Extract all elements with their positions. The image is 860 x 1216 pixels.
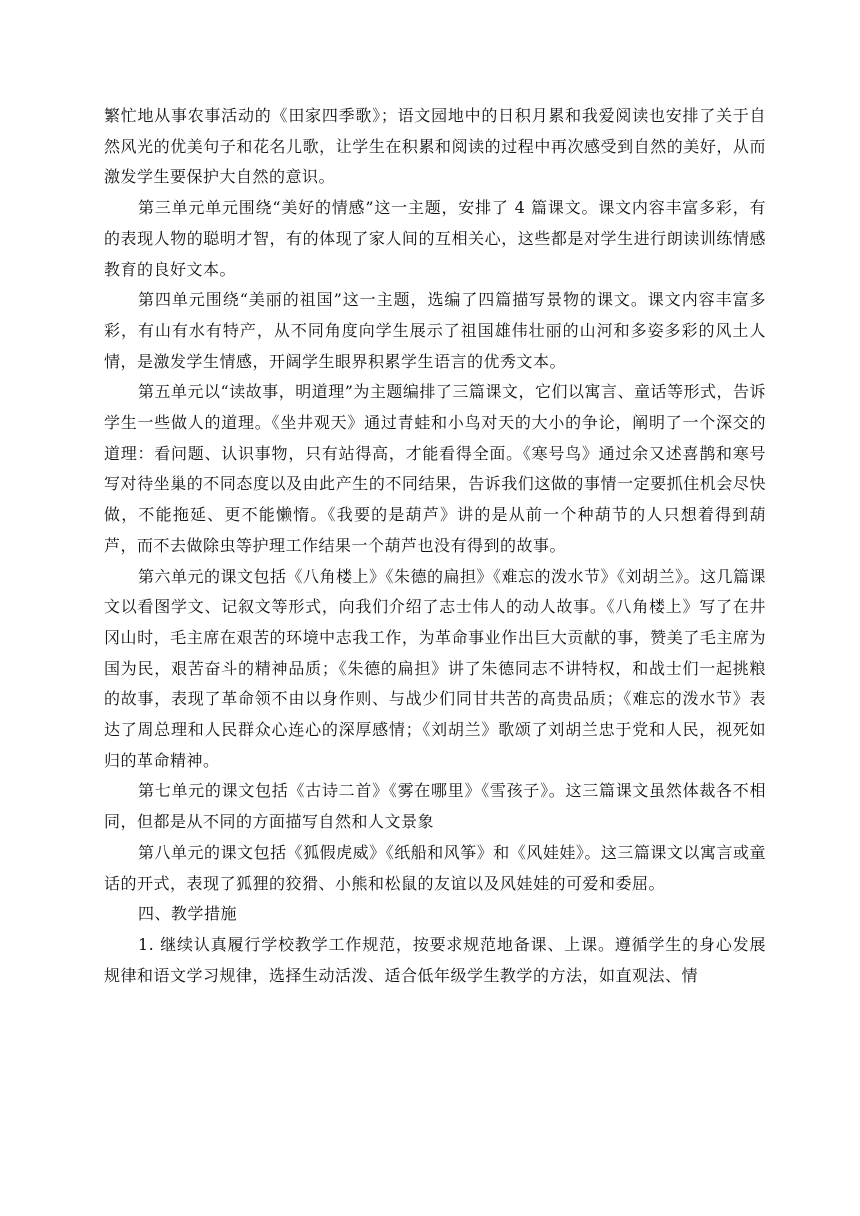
paragraph-unit7: 第七单元的课文包括《古诗二首》《雾在哪里》《雪孩子》。这三篇课文虽然体裁各不相同，但都是从不同的方面描写自然和人文景象 xyxy=(104,781,766,832)
paragraph-unit5: 第五单元以“读故事，明道理”为主题编排了三篇课文，它们以寓言、童话等形式，告诉学生一些做人的道理。《坐井观天》通过青蛙和小鸟对天的大小的争论，阐明了一个深交的道理：看问题、认识事物，只有站得高，才能看得全面。《寒号鸟》通过余又述喜鹊和寒号写对待坐巢的不同态度以及由此产生的不同结果，告诉我们这做的事情一定要抓住机会尽快做，不能拖延、更不能懒惰。《我要的是葫芦》讲的是从前一个种葫节的人只想着得到葫芦，而不去做除虫等护理工作结果一个葫芦也没有得到的故事。 xyxy=(104,382,766,555)
section-heading-teaching-measures: 四、教学措施 xyxy=(138,904,238,924)
paragraph-measure-1: 1. 继续认真履行学校教学工作规范，按要求规范地备课、上课。遵循学生的身心发展规律和语文学习规律，选择生动活泼、适合低年级学生教学的方法，如直观法、情 xyxy=(104,934,766,985)
document-body xyxy=(104,101,766,991)
paragraph-unit6: 第六单元的课文包括《八角楼上》《朱德的扁担》《难忘的泼水节》《刘胡兰》。这几篇课文以看图学文、记叙文等形式，向我们介绍了志士伟人的动人故事。《八角楼上》写了在井冈山时，毛主席在艰苦的环境中志我工作，为革命事业作出巨大贡献的事，赞美了毛主席为国为民，艰苦奋斗的精神品质；《朱德的扁担》讲了朱德同志不讲特权，和战士们一起挑粮的故事，表现了革命领不由以身作则、与战少们同甘共苦的高贵品质；《难忘的泼水节》表达了周总理和人民群众心连心的深厚感情；《刘胡兰》歌颂了刘胡兰忠于党和人民，视死如归的革命精神。 xyxy=(104,566,767,770)
paragraph-unit4: 第四单元围绕“美丽的祖国”这一主题，选编了四篇描写景物的课文。课文内容丰富多彩，有山有水有特产，从不同角度向学生展示了祖国雄伟壮丽的山河和多姿多彩的风土人情，是激发学生情感，开阔学生眼界积累学生语言的优秀文本。 xyxy=(104,290,766,371)
paragraph-unit8: 第八单元的课文包括《狐假虎威》《纸船和风筝》和《风娃娃》。这三篇课文以寓言或童话的开式，表现了狐狸的狡猾、小熊和松鼠的友谊以及风娃娃的可爱和委屈。 xyxy=(104,842,766,893)
paragraph-unit3: 第三单元单元围绕“美好的情感”这一主题，安排了 4 篇课文。课文内容丰富多彩，有的表现人物的聪明才智，有的体现了家人间的互相关心，这些都是对学生进行朗读训练情感教育的良好文本。 xyxy=(104,198,766,279)
paragraph-unit2-continued: 繁忙地从事农事活动的《田家四季歌》；语文园地中的日积月累和我爱阅读也安排了关于自然风光的优美句子和花名儿歌，让学生在积累和阅读的过程中再次感受到自然的美好，从而激发学生要保护大自然的意识。 xyxy=(104,106,766,187)
